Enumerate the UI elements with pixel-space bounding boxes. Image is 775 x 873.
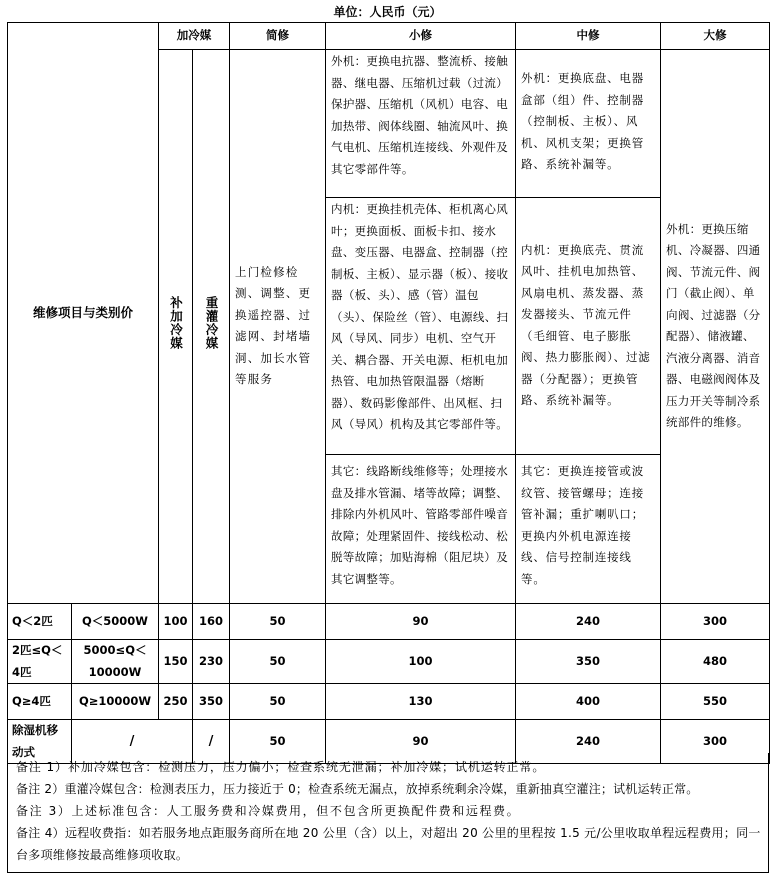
large-repair-header: 大修: [661, 23, 770, 50]
refill-refrigerant-header: [193, 50, 230, 604]
note-1: 备注 1）补加冷媒包含：检测压力，压力偏小；检查系统无泄漏；补加冷媒；试机运转正常。: [16, 760, 546, 774]
note-3: 备注 3）上述标准包含：人工服务费和冷媒费用，但不包含所更换配件费和远程费。: [16, 804, 521, 818]
refill-price: /: [193, 720, 230, 764]
medium-repair-header: 中修: [516, 23, 661, 50]
note-4: 备注 4）远程收费指：如若服务地点距服务商所在地 20 公里（含）以上，对超出 20 公里的里程按 1.5 元/公里收取单程远程费用；同一台多项维修按最高维修项收取。: [16, 826, 761, 862]
large-repair-price: 480: [661, 640, 770, 684]
price-row: [8, 640, 770, 684]
simple-repair-price: 50: [230, 604, 326, 640]
header-row: [8, 23, 770, 50]
small-repair-outdoor: 外机：更换电抗器、整流桥、接触器、继电器、压缩机过载（过流）保护器、压缩机（风机）电容、电加热带、阀体线圈、轴流风叶、换气电机、压缩机连接线、外观件及其它零部件等。: [326, 50, 516, 198]
refill-price: 350: [193, 684, 230, 720]
simple-repair-header: 简修: [230, 23, 326, 50]
small-repair-price: 130: [326, 684, 516, 720]
price-table: [7, 22, 770, 764]
large-repair-price: 300: [661, 604, 770, 640]
medium-repair-price: 350: [516, 640, 661, 684]
large-repair-description: 外机：更换压缩机、冷凝器、四通阀、节流元件、阀门（截止阀）、单向阀、过滤器（分配器）、储液罐、汽液分离器、消音器、电磁阀阀体及压力开关等制冷系统部件的维修。: [661, 50, 770, 604]
refill-price: 160: [193, 604, 230, 640]
category-label: 2匹≤Q＜4匹: [8, 640, 72, 684]
small-repair-price: 100: [326, 640, 516, 684]
small-repair-price: 90: [326, 604, 516, 640]
medium-repair-price: 400: [516, 684, 661, 720]
simple-repair-price: 50: [230, 720, 326, 764]
small-repair-other: 其它：线路断线维修等；处理接水盘及排水管漏、堵等故障；调整、排除内外机风叶、管路零部件噪音故障；处理紧固件、接线松动、松脱等故障；加贴海棉（阻尼块）及其它调整等。: [326, 455, 516, 604]
power-label: 5000≤Q＜10000W: [72, 640, 159, 684]
unit-label: 单位：人民币（元）: [333, 5, 442, 19]
simple-repair-price: 50: [230, 684, 326, 720]
category-label: Q＜2匹: [8, 604, 72, 640]
small-repair-price: 90: [326, 720, 516, 764]
refrigerant-header: 加冷媒: [159, 23, 230, 50]
top-up-price: 150: [159, 640, 193, 684]
top-up-price: 250: [159, 684, 193, 720]
notes-section: [7, 753, 769, 873]
simple-repair-description: 上门检修检测、调整、更换遥控器、过滤网、封堵墙洞、加长水管等服务: [230, 50, 326, 604]
small-repair-indoor: 内机：更换挂机壳体、柜机离心风叶；更换面板、面板卡扣、接水盘、变压器、电器盒、控制器（控制板、主板）、显示器（板）、接收器（板、头）、感（管）温包（头）、保险丝（管）、电源线、扫风（导风、同步）电机、空气开关、耦合器、开关电源、柜机电加热管、电加热管限温器（熔断器）、数码影像部件、出风框、扫风（导风）机构及其它零部件等。: [326, 198, 516, 455]
medium-repair-price: 240: [516, 604, 661, 640]
small-repair-header: 小修: [326, 23, 516, 50]
price-row: [8, 684, 770, 720]
simple-repair-price: 50: [230, 640, 326, 684]
top-up-refrigerant-header: [159, 50, 193, 604]
medium-repair-price: 240: [516, 720, 661, 764]
medium-repair-outdoor: 外机：更换底盘、电器盒部（组）件、控制器（控制板、主板）、风机、风机支架；更换管路、系统补漏等。: [516, 50, 661, 198]
note-2: 备注 2）重灌冷媒包含：检测表压力，压力接近于 0；检查系统无漏点，放掉系统剩余冷媒，重新抽真空灌注；试机运转正常。: [16, 782, 699, 796]
refill-price: 230: [193, 640, 230, 684]
medium-repair-other: 其它：更换连接管或波纹管、接管螺母；连接管补漏；重扩喇叭口；更换内外机电源连接线、信号控制连接线等。: [516, 455, 661, 604]
category-label: 除湿机移动式: [8, 720, 72, 764]
medium-repair-indoor: 内机：更换底壳、贯流风叶、挂机电加热管、风扇电机、蒸发器、蒸发器接头、节流元件（毛细管、电子膨胀阀、热力膨胀阀）、过滤器（分配器）；更换管路、系统补漏等。: [516, 198, 661, 455]
power-label: /: [72, 720, 193, 764]
power-label: Q＜5000W: [72, 604, 159, 640]
top-up-price: 100: [159, 604, 193, 640]
large-repair-price: 300: [661, 720, 770, 764]
refill-label: 重灌冷媒: [204, 295, 220, 350]
large-repair-price: 550: [661, 684, 770, 720]
top-up-label: 补加冷媒: [168, 295, 184, 350]
category-label: Q≥4匹: [8, 684, 72, 720]
row-label-header: 维修项目与类别价: [8, 23, 159, 604]
power-label: Q≥10000W: [72, 684, 159, 720]
price-row: [8, 604, 770, 640]
